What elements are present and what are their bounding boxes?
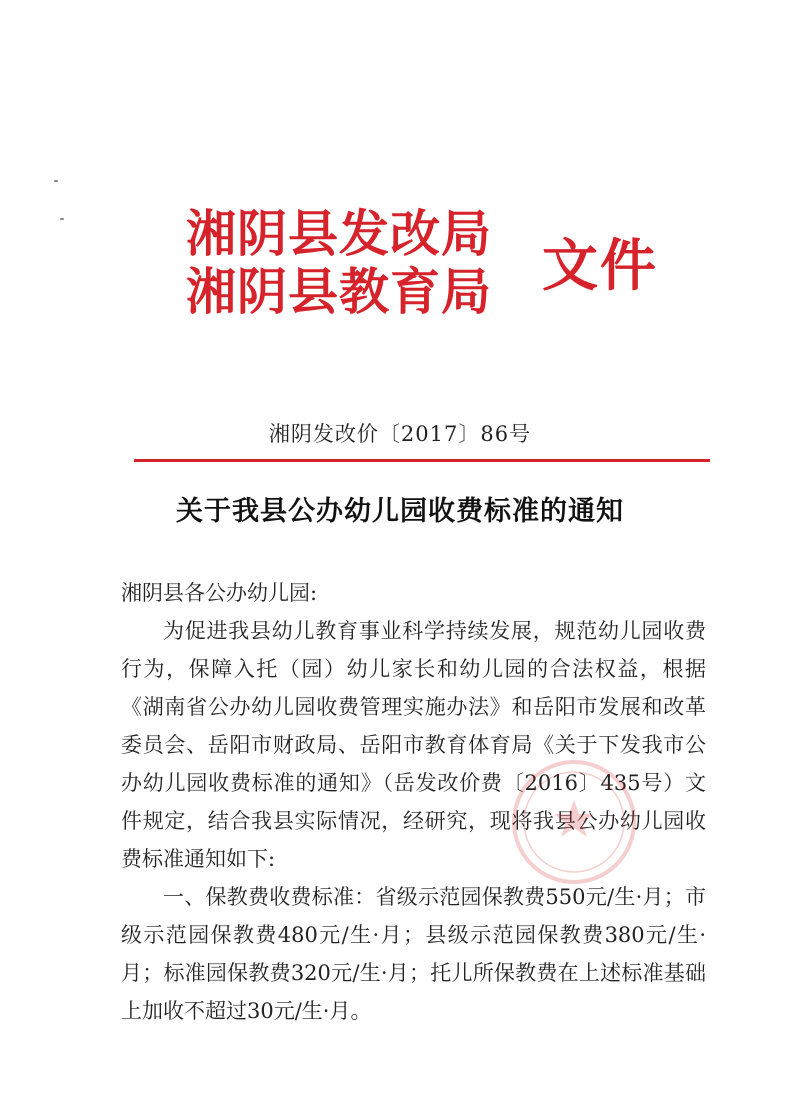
- document-number: 湘阴发改价〔2017〕86号: [268, 422, 532, 446]
- red-header: [186, 206, 666, 336]
- document-title: 关于我县公办幼儿园收费标准的通知: [176, 496, 624, 527]
- scan-speck: [54, 180, 58, 182]
- issuer-line-1: 湘阴县发改局: [186, 205, 492, 263]
- body-paragraph-2: 一、保教费收费标准：省级示范园保教费550元/生·月；市级示范园保教费480元/生·月；县级示范园保教费380元/生·月；标准园保教费320元/生·月；托儿所保教费在上述标准基础上加收不超过30元/生·月。: [121, 885, 706, 1023]
- red-separator-line: [134, 459, 710, 462]
- body-paragraph-1: 为促进我县幼儿教育事业科学持续发展，规范幼儿园收费行为，保障入托（园）幼儿家长和幼儿园的合法权益，根据《湖南省公办幼儿园收费管理实施办法》和岳阳市发展和改革委员会、岳阳市财政局、岳阳市教育体育局《关于下发我市公办幼儿园收费标准的通知》（岳发改价费〔2016〕435号）文件规定，结合我县实际情况，经研究，现将我县公办幼儿园收费标准通知如下:: [121, 619, 706, 871]
- document-body: [121, 574, 706, 1030]
- scan-speck: [60, 218, 64, 220]
- document-type: 文件: [542, 234, 658, 299]
- salutation: 湘阴县各公办幼儿园:: [121, 581, 318, 605]
- issuer-line-2: 湘阴县教育局: [186, 263, 492, 321]
